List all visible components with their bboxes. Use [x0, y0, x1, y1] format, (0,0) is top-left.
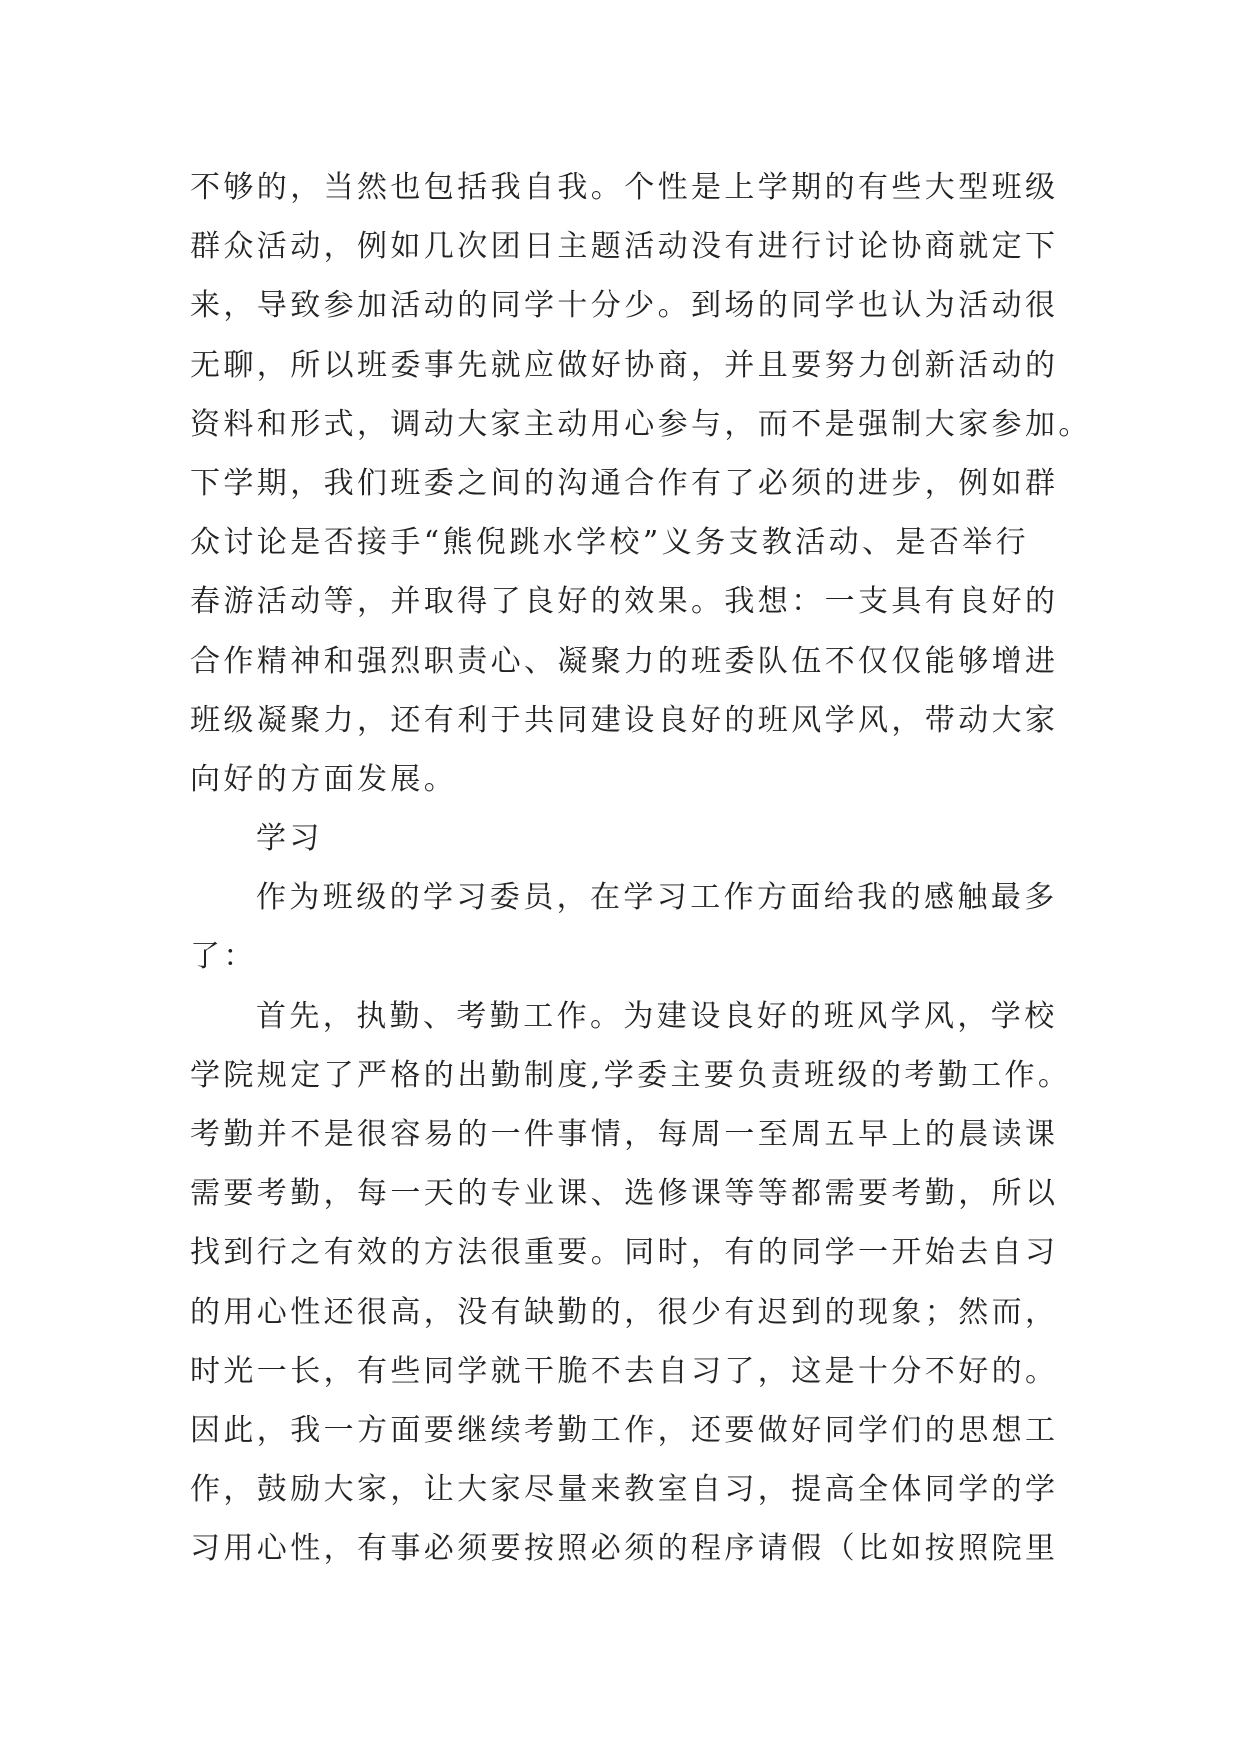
- text-line: 众讨论是否接手“熊倪跳水学校”义务支教活动、是否举行: [190, 525, 1030, 561]
- text-line: 习用心性，有事必须要按照必须的程序请假（比如按照院里: [190, 1531, 1059, 1567]
- text-line: 不够的，当然也包括我自我。个性是上学期的有些大型班级: [190, 170, 1059, 205]
- body-text: [190, 158, 1092, 1579]
- text-line: 的用心性还很高，没有缺勤的，很少有迟到的现象；然而，: [190, 1294, 1059, 1330]
- text-line: 考勤并不是很容易的一件事情，每周一至周五早上的晨读课: [190, 1117, 1059, 1152]
- section-heading: 学习: [256, 821, 323, 857]
- text-line: 作，鼓励大家，让大家尽量来教室自习，提高全体同学的学: [190, 1472, 1059, 1508]
- text-line: 下学期，我们班委之间的沟通合作有了必须的进步，例如群: [190, 465, 1059, 501]
- text-line: 了：: [190, 939, 257, 975]
- text-line: 来，导致参加活动的同学十分少。到场的同学也认为活动很: [190, 288, 1059, 324]
- text-line: 时光一长，有些同学就干脆不去自习了，这是十分不好的。: [190, 1353, 1059, 1389]
- text-line: 因此，我一方面要继续考勤工作，还要做好同学们的思想工: [190, 1412, 1059, 1448]
- text-line: 首先，执勤、考勤工作。为建设良好的班风学风，学校: [256, 998, 1058, 1034]
- text-line: 春游活动等，并取得了良好的效果。我想：一支具有良好的: [190, 584, 1059, 620]
- text-line: 需要考勤，每一天的专业课、选修课等等都需要考勤，所以: [190, 1176, 1059, 1212]
- text-line: 资料和形式，调动大家主动用心参与，而不是强制大家参加。: [190, 406, 1092, 442]
- text-line: 班级凝聚力，还有利于共同建设良好的班风学风，带动大家: [190, 702, 1059, 738]
- text-line: 向好的方面发展。: [190, 761, 458, 797]
- text-line: 群众活动，例如几次团日主题活动没有进行讨论协商就定下: [190, 229, 1059, 265]
- text-line: 作为班级的学习委员，在学习工作方面给我的感触最多: [256, 880, 1058, 916]
- text-line: 找到行之有效的方法很重要。同时，有的同学一开始去自习: [190, 1235, 1059, 1271]
- text-line: 无聊，所以班委事先就应做好协商，并且要努力创新活动的: [190, 347, 1059, 383]
- text-line: 学院规定了严格的出勤制度,学委主要负责班级的考勤工作。: [190, 1057, 1072, 1093]
- text-line: 合作精神和强烈职责心、凝聚力的班委队伍不仅仅能够增进: [190, 643, 1059, 679]
